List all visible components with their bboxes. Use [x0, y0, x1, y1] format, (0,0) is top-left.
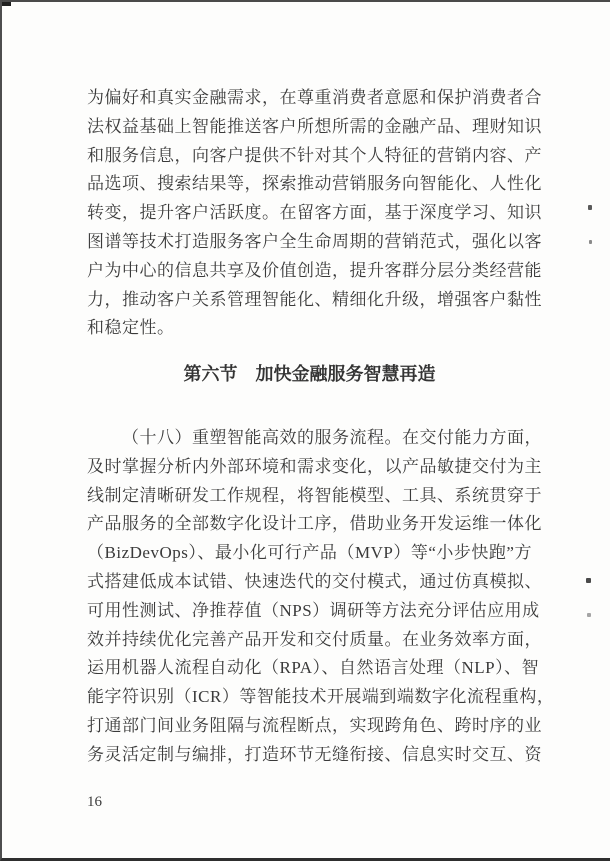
scan-corner-artifact [2, 2, 11, 6]
scan-speck [587, 613, 591, 617]
text-line: 图谱等技术打造服务客户全生命周期的营销范式，强化以客 [87, 231, 542, 251]
text-line: 转变，提升客户活跃度。在留客方面，基于深度学习、知识 [87, 203, 542, 223]
scan-speck [586, 578, 591, 583]
text-line: 产品服务的全部数字化设计工序，借助业务开发运维一体化 [87, 514, 542, 534]
page-number: 16 [87, 794, 102, 810]
section-heading: 第六节 加快金融服务智慧再造 [183, 364, 436, 384]
text-line: 务灵活定制与编排，打造环节无缝衔接、信息实时交互、资 [87, 744, 542, 764]
text-line: 可用性测试、净推荐值（NPS）调研等方法充分评估应用成 [87, 600, 540, 620]
text-line: 户为中心的信息共享及价值创造，提升客群分层分类经营能 [87, 260, 542, 280]
text-line: 力，推动客户关系管理智能化、精细化升级，增强客户黏性 [87, 289, 542, 309]
text-line: （十八）重塑智能高效的服务流程。在交付能力方面， [122, 428, 542, 447]
text-line: 和稳定性。 [87, 318, 175, 338]
text-line: 品选项、搜索结果等，探索推动营销服务向智能化、人性化 [87, 174, 542, 194]
text-line: 式搭建低成本试错、快速迭代的交付模式，通过仿真模拟、 [87, 571, 542, 591]
text-line: 法权益基础上智能推送客户所想所需的金融产品、理财知识 [87, 116, 542, 136]
paragraph-customer-marketing [87, 84, 542, 343]
scan-speck [588, 205, 592, 210]
paragraph-service-process [87, 424, 555, 770]
text-line: 为偏好和真实金融需求，在尊重消费者意愿和保护消费者合 [87, 88, 542, 107]
scan-speck [589, 240, 592, 244]
text-line: 运用机器人流程自动化（RPA）、自然语言处理（NLP）、智 [87, 658, 540, 678]
text-line: （BizDevOps）、最小化可行产品（MVP）等“小步快跑”方 [87, 543, 532, 563]
text-line: 能字符识别（ICR）等智能技术开展端到端数字化流程重构， [87, 687, 555, 707]
text-line: 效并持续优化完善产品开发和交付质量。在业务效率方面， [87, 629, 542, 649]
text-line: 及时掌握分析内外部环境和需求变化，以产品敏捷交付为主 [87, 456, 542, 476]
text-line: 和服务信息，向客户提供不针对其个人特征的营销内容、产 [87, 145, 542, 165]
text-line: 打通部门间业务阻隔与流程断点，实现跨角色、跨时序的业 [87, 715, 542, 735]
text-line: 线制定清晰研发工作规程，将智能模型、工具、系统贯穿于 [87, 485, 542, 505]
